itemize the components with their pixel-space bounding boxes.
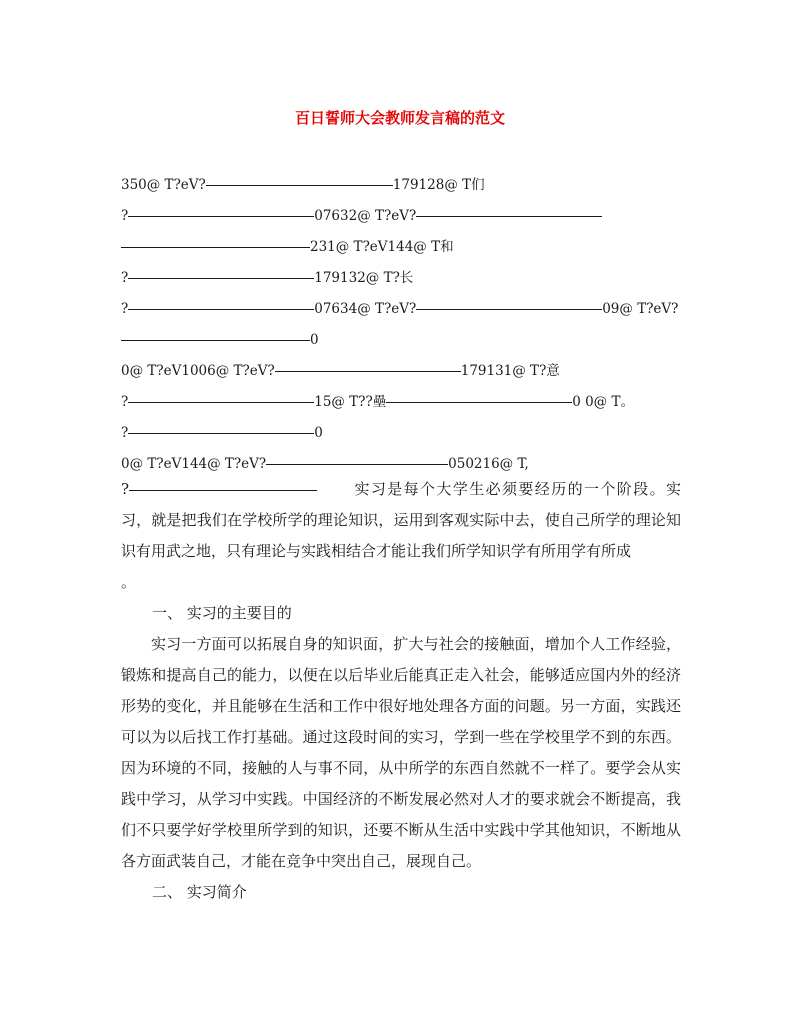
garbled-line: ? 15@ T??壘 0 0@ T。 xyxy=(121,394,634,410)
rule xyxy=(266,464,448,465)
rule xyxy=(206,185,393,186)
garbled-line: 231@ T?eV144@ T和 xyxy=(121,232,681,263)
section-paragraph: 实习一方面可以拓展自身的知识面，扩大与社会的接触面，增加个人工作经验，锻炼和提高自己的能力，以便在以后毕业后能真正走入社会，能够适应国内外的经济形势的变化，并且能够在生活和工作中很好地处理各方面的问题。另一方面，实践还可以为以后找工作打基础。通过这段时间的实习，学到一些在学校里学不到的东西。因为环境的不同，接触的人与事不同，从中所学的东西自然就不一样了。要学会从实践中学习，从学习中实践。中国经济的不断发展必然对人才的要求就会不断提高，我们不只要学好学校里所学到的知识，还要不断从生活中实践中学其他知识，不断地从各方面武装自己，才能在竞争中突出自己，展现自己。 xyxy=(121,635,681,870)
rule xyxy=(121,340,310,341)
garbled-line: ? 0 xyxy=(121,425,323,441)
rule xyxy=(128,216,314,217)
intro-paragraph: ? 实习是每个大学生必须要经历的一个阶段。实习，就是把我们在学校所学的理论知识，运用到客观实际中去，使自己所学的理论知识有用武之地，只有理论与实践相结合才能让我们所学知识学有所用学有所成 xyxy=(121,480,681,560)
rule xyxy=(386,402,572,403)
garbled-line: ? 179132@ T?长 xyxy=(121,270,414,286)
rule xyxy=(128,433,314,434)
rule xyxy=(121,247,310,248)
rule xyxy=(128,278,314,279)
rule xyxy=(416,309,602,310)
rule xyxy=(129,490,317,491)
garbled-line: 350@ T?eV? 179128@ T们 xyxy=(121,177,485,193)
rule xyxy=(128,402,314,403)
intro-tail: 。 xyxy=(121,573,137,591)
rule xyxy=(128,309,314,310)
rule xyxy=(275,371,461,372)
document-title: 百日誓师大会教师发言稿的范文 xyxy=(294,109,505,127)
garbled-header-block xyxy=(121,170,681,480)
garbled-line: 0 xyxy=(121,325,681,356)
garbled-line: ? 07634@ T?eV? 09@ T?eV? xyxy=(121,301,679,317)
garbled-line: 0@ T?eV1006@ T?eV? 179131@ T?意 xyxy=(121,363,560,379)
rule xyxy=(416,216,602,217)
document-body xyxy=(121,474,681,908)
section-heading: 一、 实习的主要目的 xyxy=(152,604,292,622)
garbled-line: 0@ T?eV144@ T?eV? 050216@ T, xyxy=(121,456,529,472)
garbled-line: ? 07632@ T?eV? xyxy=(121,201,681,232)
section-heading: 二、 实习简介 xyxy=(152,883,247,901)
